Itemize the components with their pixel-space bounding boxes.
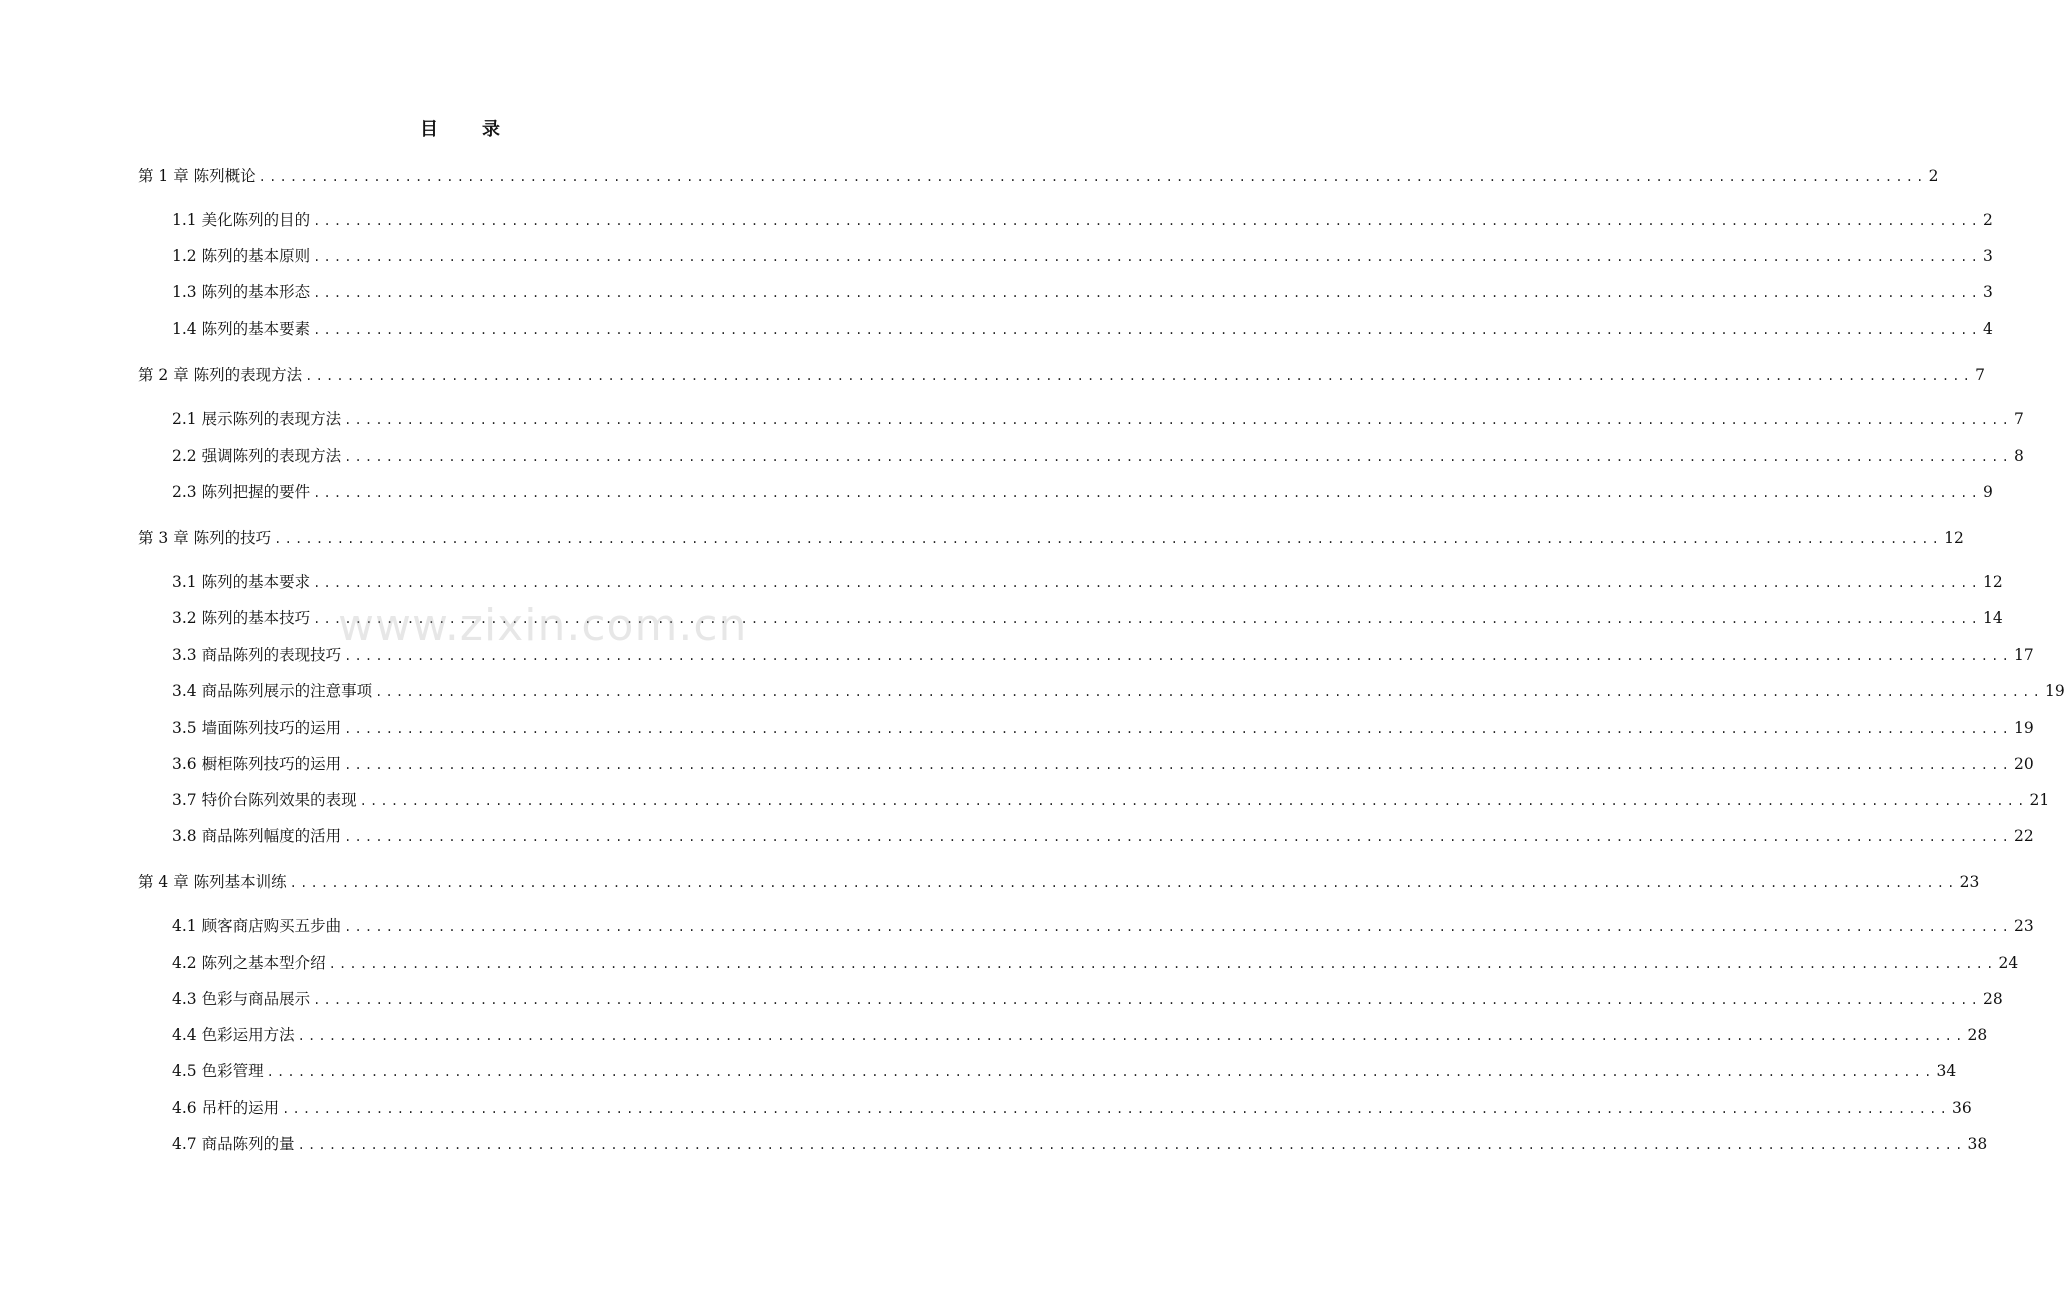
toc-entry-label: 第 3 章 陈列的技巧 xyxy=(138,529,272,547)
toc-dot-leader: ................................................................................................................................................................ xyxy=(313,576,1982,590)
toc-chapter-entry[interactable] xyxy=(138,164,1939,188)
toc-dot-leader: ................................................................................................................................................................ xyxy=(359,794,2028,808)
toc-dot-leader: ................................................................................................................................................................ xyxy=(282,1102,1951,1116)
toc-entry-label: 第 2 章 陈列的表现方法 xyxy=(138,366,303,384)
toc-section-entry[interactable] xyxy=(172,1096,1972,1120)
toc-entry-label: 4.7 商品陈列的量 xyxy=(172,1135,295,1153)
toc-entry-page-number: 24 xyxy=(1998,954,2019,972)
toc-entry-label: 3.7 特价台陈列效果的表现 xyxy=(172,791,357,809)
toc-entry-page-number: 21 xyxy=(2029,791,2050,809)
toc-dot-leader: ................................................................................................................................................................ xyxy=(313,250,1982,264)
toc-section-entry[interactable] xyxy=(172,407,2024,431)
toc-entry-page-number: 23 xyxy=(2014,917,2034,935)
toc-section-entry[interactable] xyxy=(172,606,2003,630)
toc-entry-page-number: 34 xyxy=(1936,1062,1957,1080)
toc-entry-label: 第 1 章 陈列概论 xyxy=(138,167,256,185)
toc-dot-leader: ................................................................................................................................................................ xyxy=(328,957,1997,971)
toc-entry-label: 1.3 陈列的基本形态 xyxy=(172,283,311,301)
toc-entry-label: 3.3 商品陈列的表现技巧 xyxy=(172,646,342,664)
toc-entry-label: 2.2 强调陈列的表现方法 xyxy=(172,447,342,465)
toc-dot-leader: ................................................................................................................................................................ xyxy=(344,758,2013,772)
toc-dot-leader: ................................................................................................................................................................ xyxy=(313,486,1982,500)
toc-dot-leader: ................................................................................................................................................................ xyxy=(313,286,1982,300)
toc-section-entry[interactable] xyxy=(172,317,1993,341)
toc-entry-label: 4.5 色彩管理 xyxy=(172,1062,264,1080)
toc-entry-page-number: 4 xyxy=(1983,320,1993,338)
toc-dot-leader: ................................................................................................................................................................ xyxy=(344,649,2013,663)
toc-entry-page-number: 2 xyxy=(1983,211,1993,229)
toc-entry-label: 3.4 商品陈列展示的注意事项 xyxy=(172,682,373,700)
toc-entry-page-number: 38 xyxy=(1967,1135,1988,1153)
toc-section-entry[interactable] xyxy=(172,244,1993,268)
watermark: www.zixin.com.cn xyxy=(338,600,748,651)
toc-dot-leader: ................................................................................................................................................................ xyxy=(344,920,2013,934)
toc-entry-label: 1.2 陈列的基本原则 xyxy=(172,247,311,265)
toc-section-entry[interactable] xyxy=(172,1059,1957,1083)
toc-dot-leader: ................................................................................................................................................................ xyxy=(313,993,1982,1007)
toc-dot-leader: ................................................................................................................................................................ xyxy=(344,450,2013,464)
toc-entry-label: 4.2 陈列之基本型介绍 xyxy=(172,954,326,972)
toc-entry-label: 3.2 陈列的基本技巧 xyxy=(172,609,311,627)
toc-entry-page-number: 36 xyxy=(1952,1099,1972,1117)
toc-entry-label: 3.5 墙面陈列技巧的运用 xyxy=(172,719,342,737)
toc-section-entry[interactable] xyxy=(172,716,2034,740)
title-char-right: 录 xyxy=(482,119,500,140)
toc-dot-leader: ................................................................................................................................................................ xyxy=(344,722,2013,736)
toc-dot-leader: ................................................................................................................................................................ xyxy=(274,532,1943,546)
toc-section-entry[interactable] xyxy=(172,643,2034,667)
toc-chapter-entry[interactable] xyxy=(138,363,1985,387)
toc-section-entry[interactable] xyxy=(172,570,2003,594)
title-char-left: 目 xyxy=(420,119,438,140)
toc-section-entry[interactable] xyxy=(172,679,2065,703)
toc-dot-leader: ................................................................................................................................................................ xyxy=(375,685,2044,699)
toc-entry-label: 1.4 陈列的基本要素 xyxy=(172,320,311,338)
toc-entry-page-number: 28 xyxy=(1983,990,2003,1008)
toc-dot-leader: ................................................................................................................................................................ xyxy=(344,413,2013,427)
toc-section-entry[interactable] xyxy=(172,752,2034,776)
toc-entry-page-number: 7 xyxy=(2014,410,2024,428)
toc-entry-label: 3.1 陈列的基本要求 xyxy=(172,573,311,591)
toc-section-entry[interactable] xyxy=(172,444,2024,468)
toc-entry-label: 3.6 橱柜陈列技巧的运用 xyxy=(172,755,342,773)
toc-entry-label: 3.8 商品陈列幅度的活用 xyxy=(172,827,342,845)
toc-dot-leader: ................................................................................................................................................................ xyxy=(313,612,1982,626)
toc-entry-label: 4.3 色彩与商品展示 xyxy=(172,990,311,1008)
toc-entry-label: 第 4 章 陈列基本训练 xyxy=(138,873,287,891)
toc-section-entry[interactable] xyxy=(172,788,2050,812)
toc-dot-leader: ................................................................................................................................................................ xyxy=(297,1138,1966,1152)
toc-dot-leader: ................................................................................................................................................................ xyxy=(344,830,2013,844)
toc-entry-page-number: 8 xyxy=(2014,447,2024,465)
toc-chapter-entry[interactable] xyxy=(138,526,1964,550)
toc-section-entry[interactable] xyxy=(172,480,1993,504)
toc-section-entry[interactable] xyxy=(172,914,2034,938)
toc-entry-page-number: 12 xyxy=(1944,529,1964,547)
toc-section-entry[interactable] xyxy=(172,987,2003,1011)
toc-section-entry[interactable] xyxy=(172,280,1993,304)
toc-entry-label: 4.4 色彩运用方法 xyxy=(172,1026,295,1044)
toc-section-entry[interactable] xyxy=(172,1023,1988,1047)
toc-section-entry[interactable] xyxy=(172,951,2019,975)
toc-dot-leader: ................................................................................................................................................................ xyxy=(305,369,1974,383)
toc-entry-label: 2.1 展示陈列的表现方法 xyxy=(172,410,342,428)
toc-entry-page-number: 19 xyxy=(2014,719,2034,737)
toc-entry-page-number: 12 xyxy=(1983,573,2003,591)
toc-entry-page-number: 20 xyxy=(2014,755,2034,773)
toc-dot-leader: ................................................................................................................................................................ xyxy=(297,1029,1966,1043)
toc-section-entry[interactable] xyxy=(172,824,2034,848)
toc-entry-label: 4.1 顾客商店购买五步曲 xyxy=(172,917,342,935)
toc-entry-page-number: 3 xyxy=(1983,283,1993,301)
toc-entry-label: 2.3 陈列把握的要件 xyxy=(172,483,311,501)
toc-dot-leader: ................................................................................................................................................................ xyxy=(313,323,1982,337)
toc-entry-label: 4.6 吊杆的运用 xyxy=(172,1099,280,1117)
toc-entry-page-number: 2 xyxy=(1928,167,1939,185)
toc-entry-page-number: 28 xyxy=(1967,1026,1988,1044)
toc-section-entry[interactable] xyxy=(172,208,1993,232)
toc-entry-page-number: 17 xyxy=(2014,646,2034,664)
toc-chapter-entry[interactable] xyxy=(138,870,1980,894)
page-title xyxy=(0,116,920,144)
toc-entry-page-number: 23 xyxy=(1959,873,1980,891)
toc-dot-leader: ................................................................................................................................................................ xyxy=(289,876,1958,890)
toc-section-entry[interactable] xyxy=(172,1132,1988,1156)
toc-entry-page-number: 14 xyxy=(1983,609,2003,627)
toc-entry-page-number: 22 xyxy=(2014,827,2034,845)
toc-entry-page-number: 3 xyxy=(1983,247,1993,265)
toc-entry-label: 1.1 美化陈列的目的 xyxy=(172,211,311,229)
toc-dot-leader: ................................................................................................................................................................ xyxy=(313,214,1982,228)
toc-dot-leader: ................................................................................................................................................................ xyxy=(258,170,1927,184)
toc-dot-leader: ................................................................................................................................................................ xyxy=(266,1065,1935,1079)
toc-entry-page-number: 7 xyxy=(1975,366,1985,384)
toc-entry-page-number: 19 xyxy=(2045,682,2065,700)
toc-entry-page-number: 9 xyxy=(1983,483,1993,501)
